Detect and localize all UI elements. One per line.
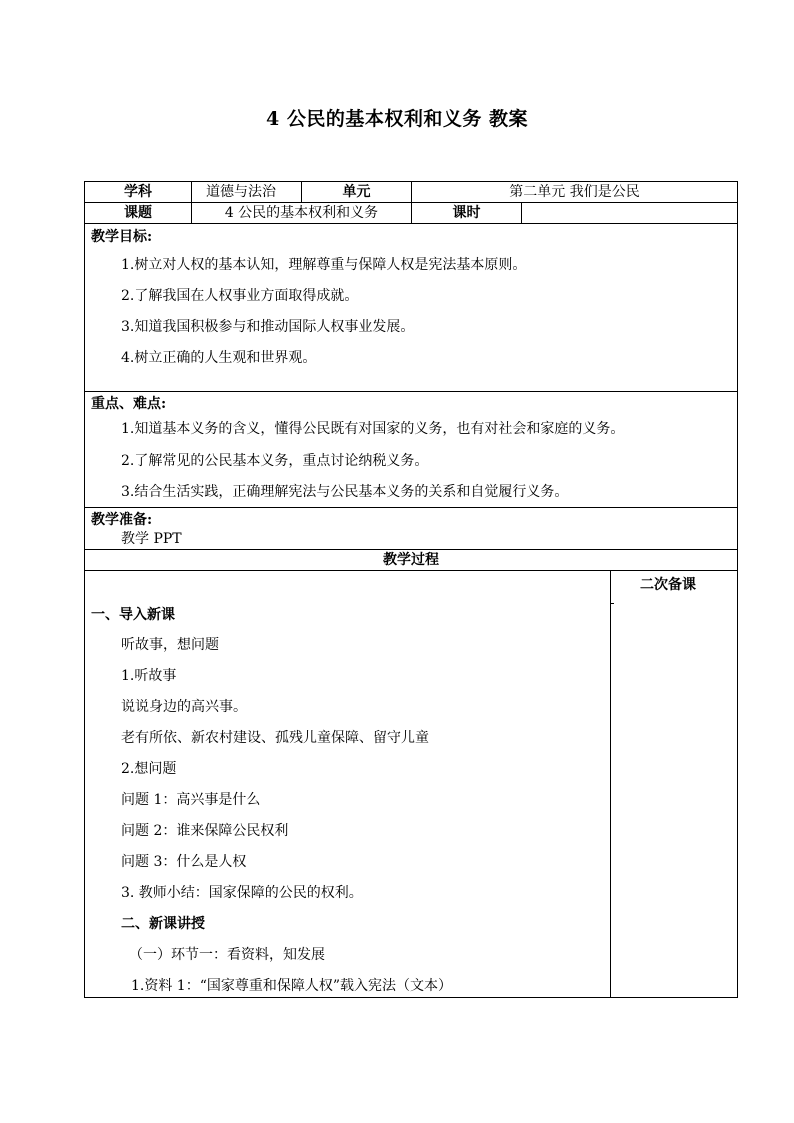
objectives-heading: 教学目标:: [91, 229, 153, 245]
objectives-section: [85, 224, 737, 392]
keypoint-item: 2.了解常见的公民基本义务，重点讨论纳税义务。: [121, 453, 429, 469]
keypoint-item: 3.结合生活实践，正确理解宪法与公民基本义务的关系和自觉履行义务。: [121, 484, 569, 500]
keypoints-section: [85, 392, 737, 508]
step1-heading: （一）环节一：看资料，知发展: [129, 947, 325, 963]
section2-title: 二、新课讲授: [121, 916, 205, 932]
column-divider: [610, 571, 611, 997]
side-tick: [610, 603, 614, 604]
objective-item: 3.知道我国积极参与和推动国际人权事业发展。: [121, 319, 415, 335]
process-body: [85, 571, 737, 997]
material1-line: 1.资料 1：“国家尊重和保障人权”载入宪法（文本）: [131, 978, 453, 994]
process-line: 问题 3：什么是人权: [121, 854, 247, 870]
lesson-value: 4 公民的基本权利和义务: [192, 203, 412, 223]
preparation-heading: 教学准备:: [91, 512, 153, 528]
objective-item: 2.了解我国在人权事业方面取得成就。: [121, 288, 359, 304]
process-line: 1.听故事: [121, 668, 177, 684]
preparation-section: [85, 508, 737, 550]
keypoints-heading: 重点、难点:: [91, 396, 167, 412]
objective-item: 1.树立对人权的基本认知，理解尊重与保障人权是宪法基本原则。: [121, 257, 527, 273]
hours-label: 课时: [412, 203, 522, 223]
section1-title: 一、导入新课: [91, 607, 175, 623]
process-heading: 教学过程: [383, 552, 439, 568]
lesson-plan-table: [84, 181, 738, 998]
header-row-lesson: [85, 203, 737, 224]
header-row-subject: [85, 182, 737, 203]
process-line: 老有所依、新农村建设、孤残儿童保障、留守儿童: [121, 730, 429, 746]
unit-label: 单元: [302, 182, 412, 202]
hours-value: [522, 203, 737, 223]
process-line: 3. 教师小结：国家保障的公民的权利。: [121, 885, 363, 901]
process-line: 问题 1：高兴事是什么: [121, 792, 261, 808]
process-line: 问题 2：谁来保障公民权利: [121, 823, 289, 839]
process-line: 听故事，想问题: [121, 637, 219, 653]
page-title: 4 公民的基本权利和义务 教案: [266, 108, 528, 130]
lesson-label: 课题: [85, 203, 192, 223]
keypoint-item: 1.知道基本义务的含义，懂得公民既有对国家的义务，也有对社会和家庭的义务。: [121, 421, 625, 437]
subject-value: 道德与法治: [192, 182, 302, 202]
process-line: 2.想问题: [121, 761, 177, 777]
side-heading: 二次备课: [640, 577, 696, 593]
subject-label: 学科: [85, 182, 192, 202]
preparation-value: 教学 PPT: [121, 531, 182, 547]
process-heading-row: [85, 550, 737, 571]
process-line: 说说身边的高兴事。: [121, 699, 247, 715]
objective-item: 4.树立正确的人生观和世界观。: [121, 350, 317, 366]
unit-value: 第二单元 我们是公民: [509, 184, 640, 200]
